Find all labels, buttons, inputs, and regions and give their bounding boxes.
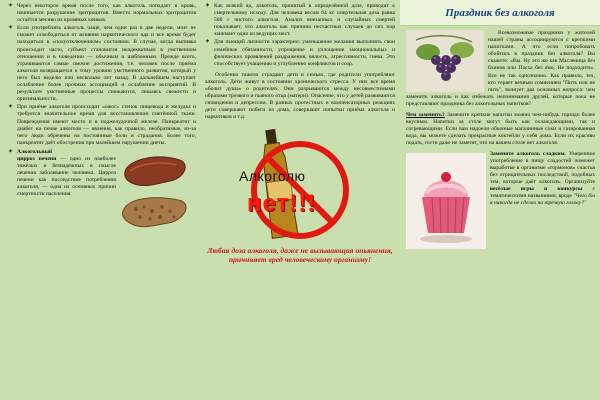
column-left (0, 0, 200, 400)
list-item (8, 3, 196, 24)
slogan: Любая доза алкоголя, даже не вызывающая опьянения, причиняет вред человеческому организму! (207, 245, 393, 264)
column-middle (200, 0, 400, 400)
paragraph-holidays: Всевозможные праздники у жителей нашей страны ассоциируются с крепкими напитками. А что если попробовать обойтись в праздник без алкоголя? Вы скажете: «Вы. Ну это же как Масленица без блинов или Пасха без яиц. Не подходите». Все не так однозначно. Как правило, тех, кто теряет вечным сомнением "Пить или не пить", волнует два основных вопроса: чем заменить алкоголь и как избежать непонимания друзей, которые пока не представляют праздника без алкогольных напитков? (406, 30, 595, 107)
bullet-icon: ✦ (8, 148, 14, 155)
liver-illustration (120, 149, 192, 239)
list-item (205, 3, 395, 38)
bullet-icon: ✦ (8, 3, 14, 9)
paragraph-personality: Для пьющей личности характерно: уменьшение желания выполнять свои семейные обязанности, упрощение и уплощение эмоциональных и физических проявлений раздражения, вялость, агрессивности, гнева. Это способствует учащению и углублению конфликтов и ссор. (214, 39, 395, 67)
games-text: с тематическими названиями, вроде (490, 185, 595, 200)
page-title: Праздник без алкоголя (445, 6, 555, 19)
liver-lead: Алкогольный (17, 148, 53, 155)
paragraph-lethal-dose: Как всякий яд, алкоголь, принятый в определённой дозе, приводит к смертельному исходу. Для человека весом 64 кг смертельная доза равна 500 г чистого алкоголя. Анализ внезапных и случайных смертей показывает, что алкоголь как причина несчастных случаев до сих пор занимает одно из ведущих мест. (214, 3, 395, 38)
list-item (8, 149, 116, 199)
liver-text: — одно из наиболее тяжёлых и безнадёжных в смысле лечения заболевание человека. Цирроз печени как последствие потребления алкоголя, — одна из основных причин смертности населения. (17, 155, 117, 198)
column-right (400, 0, 600, 400)
paragraph-children: Особенно тяжело страдают дети в семьях, где родители употребляют алкоголь. Дети живут в состоянии хронического стресса. У них все время «болит душа» о родителях. Они разрываются между несовместимыми образами трезвого и пьяного отца (матери). Опасение, что у детей развиваются сновидения и депрессии. В разных протестных и компенсаторных реакциях дети совершают побеги из дома, совершают попытки приёма алкоголя и наркотиков и т.д. (205, 71, 395, 121)
title-banner (400, 0, 600, 26)
paragraph-replace (406, 112, 595, 147)
bullet-icon: ✦ (205, 3, 211, 9)
paragraph-erythrocytes: Через некоторое время после того, как алкоголь попадает в кровь, начинается разрушение эритроцитов. Вместо нормальных эритроцитов остаётся месиво из кровяных комков. (17, 3, 196, 24)
games-heading: весёлые игры и конкурсы (490, 185, 583, 192)
list-item (8, 104, 196, 147)
no-alcohol-sign (205, 124, 395, 242)
list-item (8, 25, 196, 103)
section-heading-replace: Чем заменить? (406, 112, 445, 119)
bullet-icon: ✦ (205, 39, 211, 46)
games-example: "Чего бы я никогда не сделал на трезвую голову?" (490, 193, 595, 207)
grape-illustration (406, 30, 484, 92)
bullet-icon: ✦ (8, 25, 14, 32)
sign-text-alcohol: Алкоголю (239, 167, 306, 184)
list-item (205, 39, 395, 67)
cupcake-illustration (406, 153, 486, 249)
paragraph-stomach: При приёме алкоголя происходит «ожог» стенок пищевода и желудка и требуется значительное время для восстановления сметённой ткани. Повреждения имеют место и в поджелудочной железе. Панкреатит и диабет на почве алкоголя — явления, как правило, необратимые, из-за чего люди обречены на постоянные боли и страдания. Более того, панкреатит даёт обострения при малейшем нарушении диеты. (17, 104, 196, 146)
replace-text: Замените крепкие напитки можно чем-нибудь гораздо более вкусным. Напитки за столе могут быть как охлаждающими, так и согревающими. Если вам надоели обычные магазинные соки и газированная вода, вы можете сделать прекрасные коктейли у себя дома. Если их красиво подать, гости даже не заметят, что на вашем столе нет алкоголя. (406, 112, 595, 147)
sign-text-no: нет!!! (247, 189, 317, 217)
bullet-icon: ✦ (8, 104, 14, 111)
sweets-text: Умеренное употребление в пищу сладостей поможет выработке в организме «гормонов» счастья без отрицательных последствий, подобных тем, которые даёт алкоголь. Организуйте (490, 150, 595, 185)
paragraph-liver (17, 149, 116, 199)
sweets-heading: Замените алкоголь сладким. (490, 150, 566, 157)
paragraph-brain: Если употреблять алкоголь чаще, чем один раз в две недели, мозг не сможет освободиться от влияния наркотического яда и все время будет находиться в «полуотключенном» состоянии. В случае, когда выпивка происходит часто, субъект становится неадекватным в умственном отношении и в поведении — обычным и шаблонным. Прежде всего, утрачиваются самые свежие достижения, т.е. человек после приёма алкоголя возвращается к тому уровню умственного развития, который у него был неделю или несколько лет назад. В дальнейшем наступает ослабление более прочных ассоциаций и ослабление восприятий. В результате умственные процессы снижаются, лишаясь свежести и оригинальности. (17, 25, 196, 103)
liver-section (8, 149, 196, 239)
liver-cirrhosis: цирроз печени (17, 155, 57, 162)
